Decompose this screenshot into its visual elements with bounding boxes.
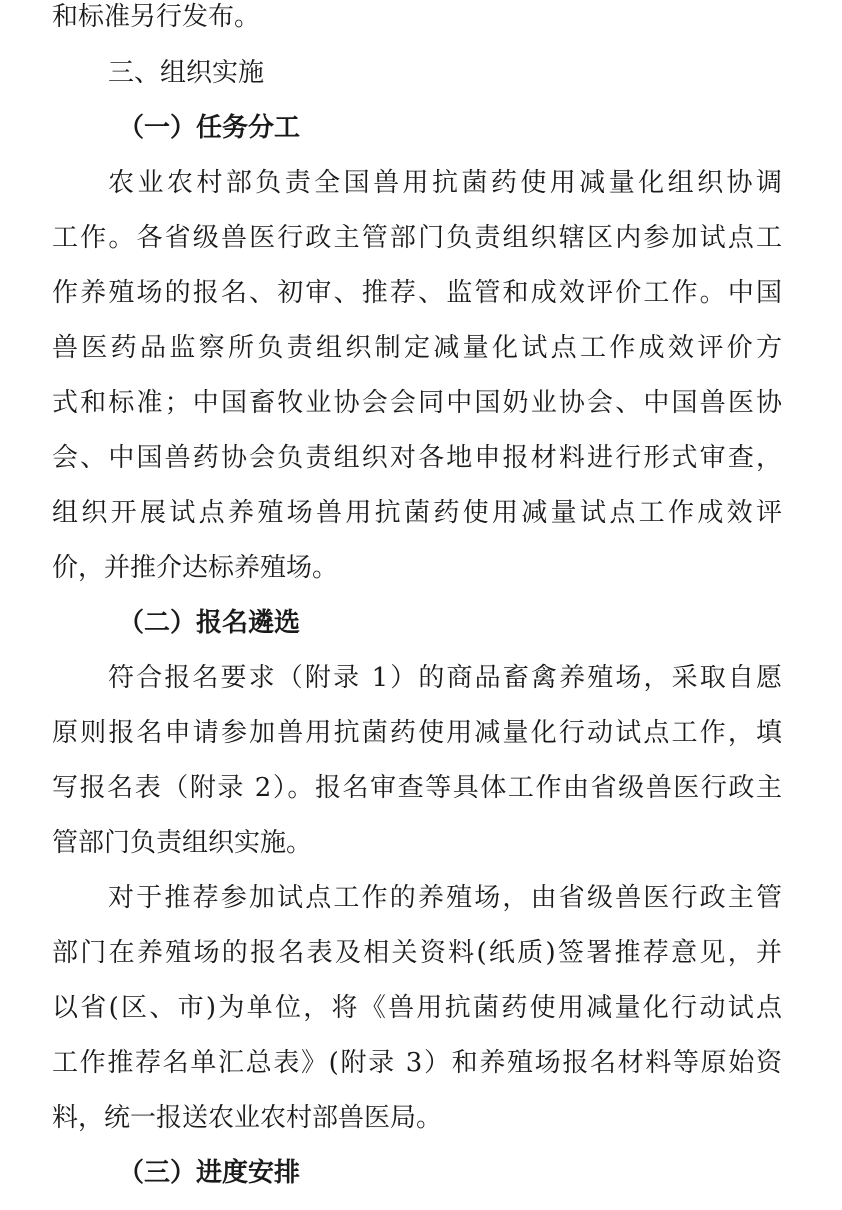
- subheading-task-division: （一）任务分工: [118, 113, 301, 143]
- paragraph-line: 对于推荐参加试点工作的养殖场，由省级兽医行政主管: [108, 883, 782, 913]
- paragraph-line: 写报名表（附录 2）。报名审查等具体工作由省级兽医行政主: [52, 773, 782, 803]
- paragraph-line: 组织开展试点养殖场兽用抗菌药使用减量试点工作成效评: [52, 498, 782, 528]
- paragraph-line: 作养殖场的报名、初审、推荐、监管和成效评价工作。中国: [52, 278, 782, 308]
- paragraph-line: 符合报名要求（附录 1）的商品畜禽养殖场，采取自愿: [108, 663, 782, 693]
- paragraph-line: 工作推荐名单汇总表》(附录 3）和养殖场报名材料等原始资: [52, 1048, 782, 1078]
- paragraph-line: 管部门负责组织实施。: [52, 828, 313, 858]
- subheading-registration-selection: （二）报名遴选: [118, 608, 301, 638]
- paragraph-line: 工作。各省级兽医行政主管部门负责组织辖区内参加试点工: [52, 223, 782, 253]
- section-heading-organization: 三、组织实施: [108, 58, 265, 88]
- paragraph-tail-line: 和标准另行发布。: [52, 2, 261, 32]
- paragraph-line: 料，统一报送农业农村部兽医局。: [52, 1103, 443, 1133]
- paragraph-line: 以省(区、市)为单位，将《兽用抗菌药使用减量化行动试点: [52, 993, 782, 1023]
- paragraph-line: 价，并推介达标养殖场。: [52, 553, 339, 583]
- paragraph-line: 会、中国兽药协会负责组织对各地申报材料进行形式审查，: [52, 443, 782, 473]
- paragraph-line: 式和标准；中国畜牧业协会会同中国奶业协会、中国兽医协: [52, 388, 782, 418]
- paragraph-line: 部门在养殖场的报名表及相关资料(纸质)签署推荐意见，并: [52, 938, 782, 968]
- subheading-schedule: （三）进度安排: [118, 1158, 301, 1188]
- paragraph-line: 兽医药品监察所负责组织制定减量化试点工作成效评价方: [52, 333, 782, 363]
- paragraph-line: 农业农村部负责全国兽用抗菌药使用减量化组织协调: [108, 168, 782, 198]
- paragraph-line: 原则报名申请参加兽用抗菌药使用减量化行动试点工作，填: [52, 718, 782, 748]
